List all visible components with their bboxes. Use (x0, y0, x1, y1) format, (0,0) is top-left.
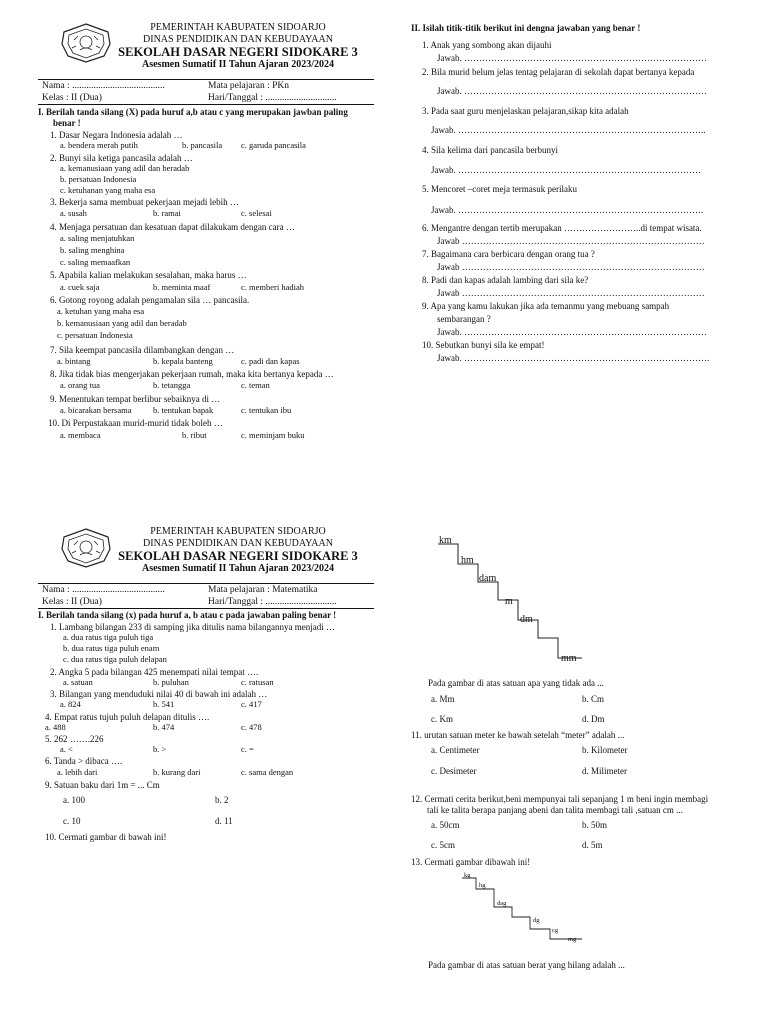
mat-q6: 6. Tanda > dibaca …. (45, 756, 123, 766)
mat-q11-a[interactable]: a. Centimeter (431, 745, 480, 755)
tanggal-field: Hari/Tanggal : .............................. (208, 92, 337, 103)
mat-q4-b[interactable]: b. 474 (153, 722, 175, 732)
pkn-essay-1: 1. Anak yang sombong akan dijauhi (422, 40, 552, 50)
exam-year-2: Asesmen Sumatif II Tahun Ajaran 2023/2024 (142, 563, 334, 575)
mat-q9-c[interactable]: c. 10 (63, 816, 81, 826)
mat-q9-a[interactable]: a. 100 (63, 795, 85, 805)
pkn-q1-b[interactable]: b. pancasila (182, 140, 223, 150)
pkn-q3-c[interactable]: c. selesai (241, 208, 272, 218)
pkn-essay-8-answer[interactable]: Jawab ……………………………………………………………………… (437, 288, 705, 298)
unit-mg: mg (568, 936, 577, 943)
pkn-q10-a[interactable]: a. membaca (60, 430, 101, 440)
kelas-field-2: Kelas : II (Dua) (42, 596, 102, 607)
pkn-q3: 3. Bekerja sama membuat pekerjaan mejadi lebih … (50, 197, 239, 207)
pkn-q8-b[interactable]: b. tetangga (153, 380, 191, 390)
mat-q4-a[interactable]: a. 488 (45, 722, 66, 732)
pkn-q9-b[interactable]: b. tentukan bapak (153, 405, 214, 415)
pkn-q3-b[interactable]: b. ramai (153, 208, 181, 218)
mat-q2: 2. Angka 5 pada bilangan 425 menempati nilai tempat …. (50, 667, 259, 677)
tanggal-field-2: Hari/Tanggal : .............................. (208, 596, 337, 607)
mat-q2-b[interactable]: b. puluhan (153, 677, 189, 687)
pkn-q2-c[interactable]: c. ketuhanan yang maha esa (60, 185, 156, 195)
pkn-q8-a[interactable]: a. orang tua (60, 380, 100, 390)
header-line1-2: PEMERINTAH KABUPATEN SIDOARJO (150, 526, 326, 537)
mat-q11: 11. urutan satuan meter ke bawah setelah “meter” adalah ... (411, 730, 625, 740)
mat-q6-a[interactable]: a. lebih dari (57, 767, 98, 777)
mat-q12-cont: tali ke talita berapa panjang abeni dan talita membagi tali ,satuan cm ... (427, 805, 683, 815)
unit-dam: dam (479, 573, 497, 584)
pkn-essay-4-answer[interactable]: Jawab. ……………………………………………………………………… (431, 165, 701, 175)
pkn-q8: 8. Jika tidak bias mengerjakan pekerjaan rumah, maka kita bertanya kepada … (50, 369, 334, 379)
pkn-q9-c[interactable]: c. tentukan ibu (241, 405, 292, 415)
nama-field: Nama : ....................................... (42, 80, 165, 91)
mat-q12-c[interactable]: c. 5cm (431, 840, 455, 850)
pkn-q10-b[interactable]: b. ribut (182, 430, 207, 440)
pkn-essay-7-answer[interactable]: Jawab ……………………………………………………………………… (437, 262, 705, 272)
mat-q5: 5. 262 …….226 (45, 734, 104, 744)
pkn-q4-b[interactable]: b. saling menghina (60, 245, 125, 255)
mat-q1: 1. Lambang bilangan 233 di samping jika ditulis nama bilangannya menjadi … (50, 622, 335, 632)
pkn-q5-b[interactable]: b. meminta maaf (153, 282, 211, 292)
pkn-q9: 9. Menentukan tempat berlibur sebaiknya di … (50, 394, 221, 404)
mat-q11-d[interactable]: d. Milimeter (582, 766, 627, 776)
pkn-q4-a[interactable]: a. saling menjatuhkan (60, 233, 135, 243)
header-line2-2: DINAS PENDIDIKAN DAN KEBUDAYAAN (143, 537, 333, 549)
unit-dg: dg (533, 917, 540, 924)
unit-km: km (439, 535, 452, 546)
pkn-q7: 7. Sila keempat pancasila dilambangkan dengan … (50, 345, 235, 355)
pkn-essay-9: 9. Apa yang kamu lakukan jika ada temanmu yang mebuang sampah (422, 301, 670, 311)
school-logo-2 (58, 527, 114, 569)
pkn-student-info (38, 79, 374, 105)
mat-q3-c[interactable]: c. 417 (241, 699, 262, 709)
pkn-essay-6-answer[interactable]: Jawab ……………………………………………………………………… (437, 236, 705, 246)
pkn-q1: 1. Dasar Negara Indonesia adalah … (50, 130, 183, 140)
unit-mm: mm (561, 653, 577, 664)
pkn-section1-instruction-2: benar ! (53, 118, 81, 128)
mat-q13-question: Pada gambar di atas satuan berat yang hilang adalah ... (428, 960, 625, 970)
mat-q10-b[interactable]: b. Cm (582, 694, 605, 704)
pkn-q10-c[interactable]: c. meminjam buku (241, 430, 305, 440)
mat-q12-a[interactable]: a. 50cm (431, 820, 460, 830)
pkn-q6-c[interactable]: c. persatuan Indonesia (57, 330, 133, 340)
pkn-essay-9-cont: sembarangan ? (437, 314, 491, 324)
pkn-q6-a[interactable]: a. ketuhan yang maha esa (57, 306, 145, 316)
pkn-q5-c[interactable]: c. memberi hadiah (241, 282, 305, 292)
mat-q1-a[interactable]: a. dua ratus tiga puluh tiga (63, 632, 154, 642)
pkn-q3-a[interactable]: a. susah (60, 208, 87, 218)
mat-student-info (38, 583, 374, 609)
length-units-staircase (430, 534, 590, 672)
mat-q1-b[interactable]: b. dua ratus tiga puluh enam (63, 643, 160, 653)
mat-section1-instruction: I. Berilah tanda silang (x) pada huruf a, b atau c pada jawaban paling benar ! (38, 610, 337, 620)
mat-q11-c[interactable]: c. Desimeter (431, 766, 477, 776)
mat-q9-b[interactable]: b. 2 (215, 795, 229, 805)
mat-q13: 13. Cermati gambar dibawah ini! (411, 857, 531, 867)
nama-field-2: Nama : ....................................... (42, 584, 165, 595)
pkn-essay-9-answer[interactable]: Jawab. ……………………………………………………………………… (437, 327, 707, 337)
unit-m: m (505, 596, 513, 607)
unit-dm: dm (520, 614, 533, 625)
pkn-q7-b[interactable]: b. kepala banteng (153, 356, 213, 366)
kelas-field: Kelas : II (Dua) (42, 92, 102, 103)
pkn-q1-c[interactable]: c. garuda pancasila (241, 140, 306, 150)
pkn-q6-b[interactable]: b. kemanusiaan yang adil dan beradab (57, 318, 187, 328)
pkn-q5-a[interactable]: a. cuek saja (60, 282, 100, 292)
pkn-essay-3: 3. Pada saat guru menjelaskan pelajaran,sikap kita adalah (422, 106, 629, 116)
mat-q10: 10. Cermati gambar di bawah ini! (45, 832, 167, 842)
mat-header (108, 526, 368, 575)
pkn-essay-5: 5. Mencoret –coret meja termasuk perilaku (422, 184, 577, 194)
unit-dag: dag (497, 900, 507, 907)
pkn-q4-c[interactable]: c. saling memaafkan (60, 257, 131, 267)
pkn-essay-5-answer[interactable]: Jawab. ………………………………………………………………………. (431, 205, 704, 215)
school-name-2: SEKOLAH DASAR NEGERI SIDOKARE 3 (118, 549, 358, 563)
pkn-header (108, 22, 368, 71)
pkn-q7-a[interactable]: a. bintang (57, 356, 91, 366)
mat-q12-d[interactable]: d. 5m (582, 840, 603, 850)
header-line2: DINAS PENDIDIKAN DAN KEBUDAYAAN (143, 33, 333, 45)
pkn-q2: 2. Bunyi sila ketiga pancasila adalah … (50, 153, 193, 163)
mat-q9: 9. Satuan baku dari 1m = ... Cm (45, 780, 160, 790)
pkn-essay-10-answer[interactable]: Jawab. ………………………………………………………………………. (437, 353, 710, 363)
mapel-field: Mata pelajaran : PKn (208, 80, 289, 91)
mat-q6-b[interactable]: b. kurang dari (153, 767, 201, 777)
mat-q1-c[interactable]: c. dua ratus tiga puluh delapan (63, 654, 167, 664)
mat-q5-a[interactable]: a. < (60, 744, 73, 754)
mat-q4-c[interactable]: c. 478 (241, 722, 262, 732)
mat-q12: 12. Cermati cerita berikut,beni mempunyai tali sepanjang 1 m beni ingin membagi (411, 794, 709, 804)
mat-q12-b[interactable]: b. 50m (582, 820, 608, 830)
pkn-q8-c[interactable]: c. teman (241, 380, 270, 390)
pkn-essay-2: 2. Bila murid belum jelas tentag pelajaran di sekolah dapat bertanya kepada (422, 67, 695, 77)
pkn-q6: 6. Gotong royong adalah pengamalan sila … pancasila. (50, 295, 250, 305)
mat-q5-c[interactable]: c. = (241, 744, 254, 754)
mat-q3: 3. Bilangan yang menduduki nilai 40 di bawah ini adalah … (50, 689, 268, 699)
mat-q3-a[interactable]: a. 824 (60, 699, 81, 709)
pkn-q9-a[interactable]: a. bicarakan bersama (60, 405, 132, 415)
mat-q3-b[interactable]: b. 541 (153, 699, 175, 709)
pkn-essay-4: 4. Sila kelima dari pancasila berbunyi (422, 145, 558, 155)
mat-q2-a[interactable]: a. satuan (63, 677, 93, 687)
pkn-essay-3-answer[interactable]: Jawab. ……………………………………………………………………….. (431, 125, 706, 135)
mat-q10-c[interactable]: c. Km (431, 714, 453, 724)
mat-q4: 4. Empat ratus tujuh puluh delapan ditulis …. (45, 712, 210, 722)
mat-q10-a[interactable]: a. Mm (431, 694, 455, 704)
mat-q6-c[interactable]: c. sama dengan (241, 767, 294, 777)
pkn-q4: 4. Menjaga persatuan dan kesatuan dapat dilakukam dengan cara … (50, 222, 295, 232)
pkn-essay-8: 8. Padi dan kapas adalah lambing dari sila ke? (422, 275, 589, 285)
mapel-field-2: Mata pelajaran : Matematika (208, 584, 318, 595)
pkn-essay-1-answer[interactable]: Jawab. ……………………………………………………………………… (437, 53, 707, 63)
mat-q11-b[interactable]: b. Kilometer (582, 745, 628, 755)
mass-units-staircase (458, 869, 588, 945)
pkn-essay-7: 7. Bagaimana cara berbicara dengan orang tua ? (422, 249, 595, 259)
school-logo (58, 22, 114, 64)
school-name: SEKOLAH DASAR NEGERI SIDOKARE 3 (118, 45, 358, 59)
unit-cg: cg (552, 927, 559, 934)
pkn-q2-a[interactable]: a. kemanusiaan yang adil dan beradab (60, 163, 190, 173)
mat-q2-c[interactable]: c. ratusan (241, 677, 274, 687)
exam-year: Asesmen Sumatif II Tahun Ajaran 2023/2024 (142, 59, 334, 71)
pkn-q1-a[interactable]: a. bendera merah putih (60, 140, 138, 150)
mat-q10-question: Pada gambar di atas satuan apa yang tidak ada ... (428, 678, 604, 688)
mat-q5-b[interactable]: b. > (153, 744, 167, 754)
unit-hg: hg (479, 882, 486, 889)
mat-q9-d[interactable]: d. 11 (215, 816, 233, 826)
pkn-q5: 5. Apabila kalian melakukan sesalahan, maka harus … (50, 270, 247, 280)
pkn-essay-6: 6. Mengantre dengan tertib merupakan ……………………..di tempat wisata. (422, 223, 702, 233)
pkn-q7-c[interactable]: c. padi dan kapas (241, 356, 300, 366)
unit-kg: kg (464, 872, 471, 879)
pkn-q10: 10. Di Perpustakaan murid-murid tidak boleh … (48, 418, 223, 428)
mat-q10-d[interactable]: d. Dm (582, 714, 605, 724)
pkn-essay-10: 10. Sebutkan bunyi sila ke empat! (422, 340, 545, 350)
pkn-essay-2-answer[interactable]: Jawab. ……………………………………………………………………… (437, 86, 707, 96)
pkn-section1-instruction: I. Berilah tanda silang (X) pada huruf a,b atau c yang merupakan jawban paling (38, 107, 348, 117)
pkn-q2-b[interactable]: b. persatuan Indonesia (60, 174, 137, 184)
pkn-section2-instruction: II. Isilah titik-titik berikut ini dengna jawaban yang benar ! (411, 23, 641, 33)
header-line1: PEMERINTAH KABUPATEN SIDOARJO (150, 22, 326, 33)
unit-hm: hm (461, 555, 474, 566)
